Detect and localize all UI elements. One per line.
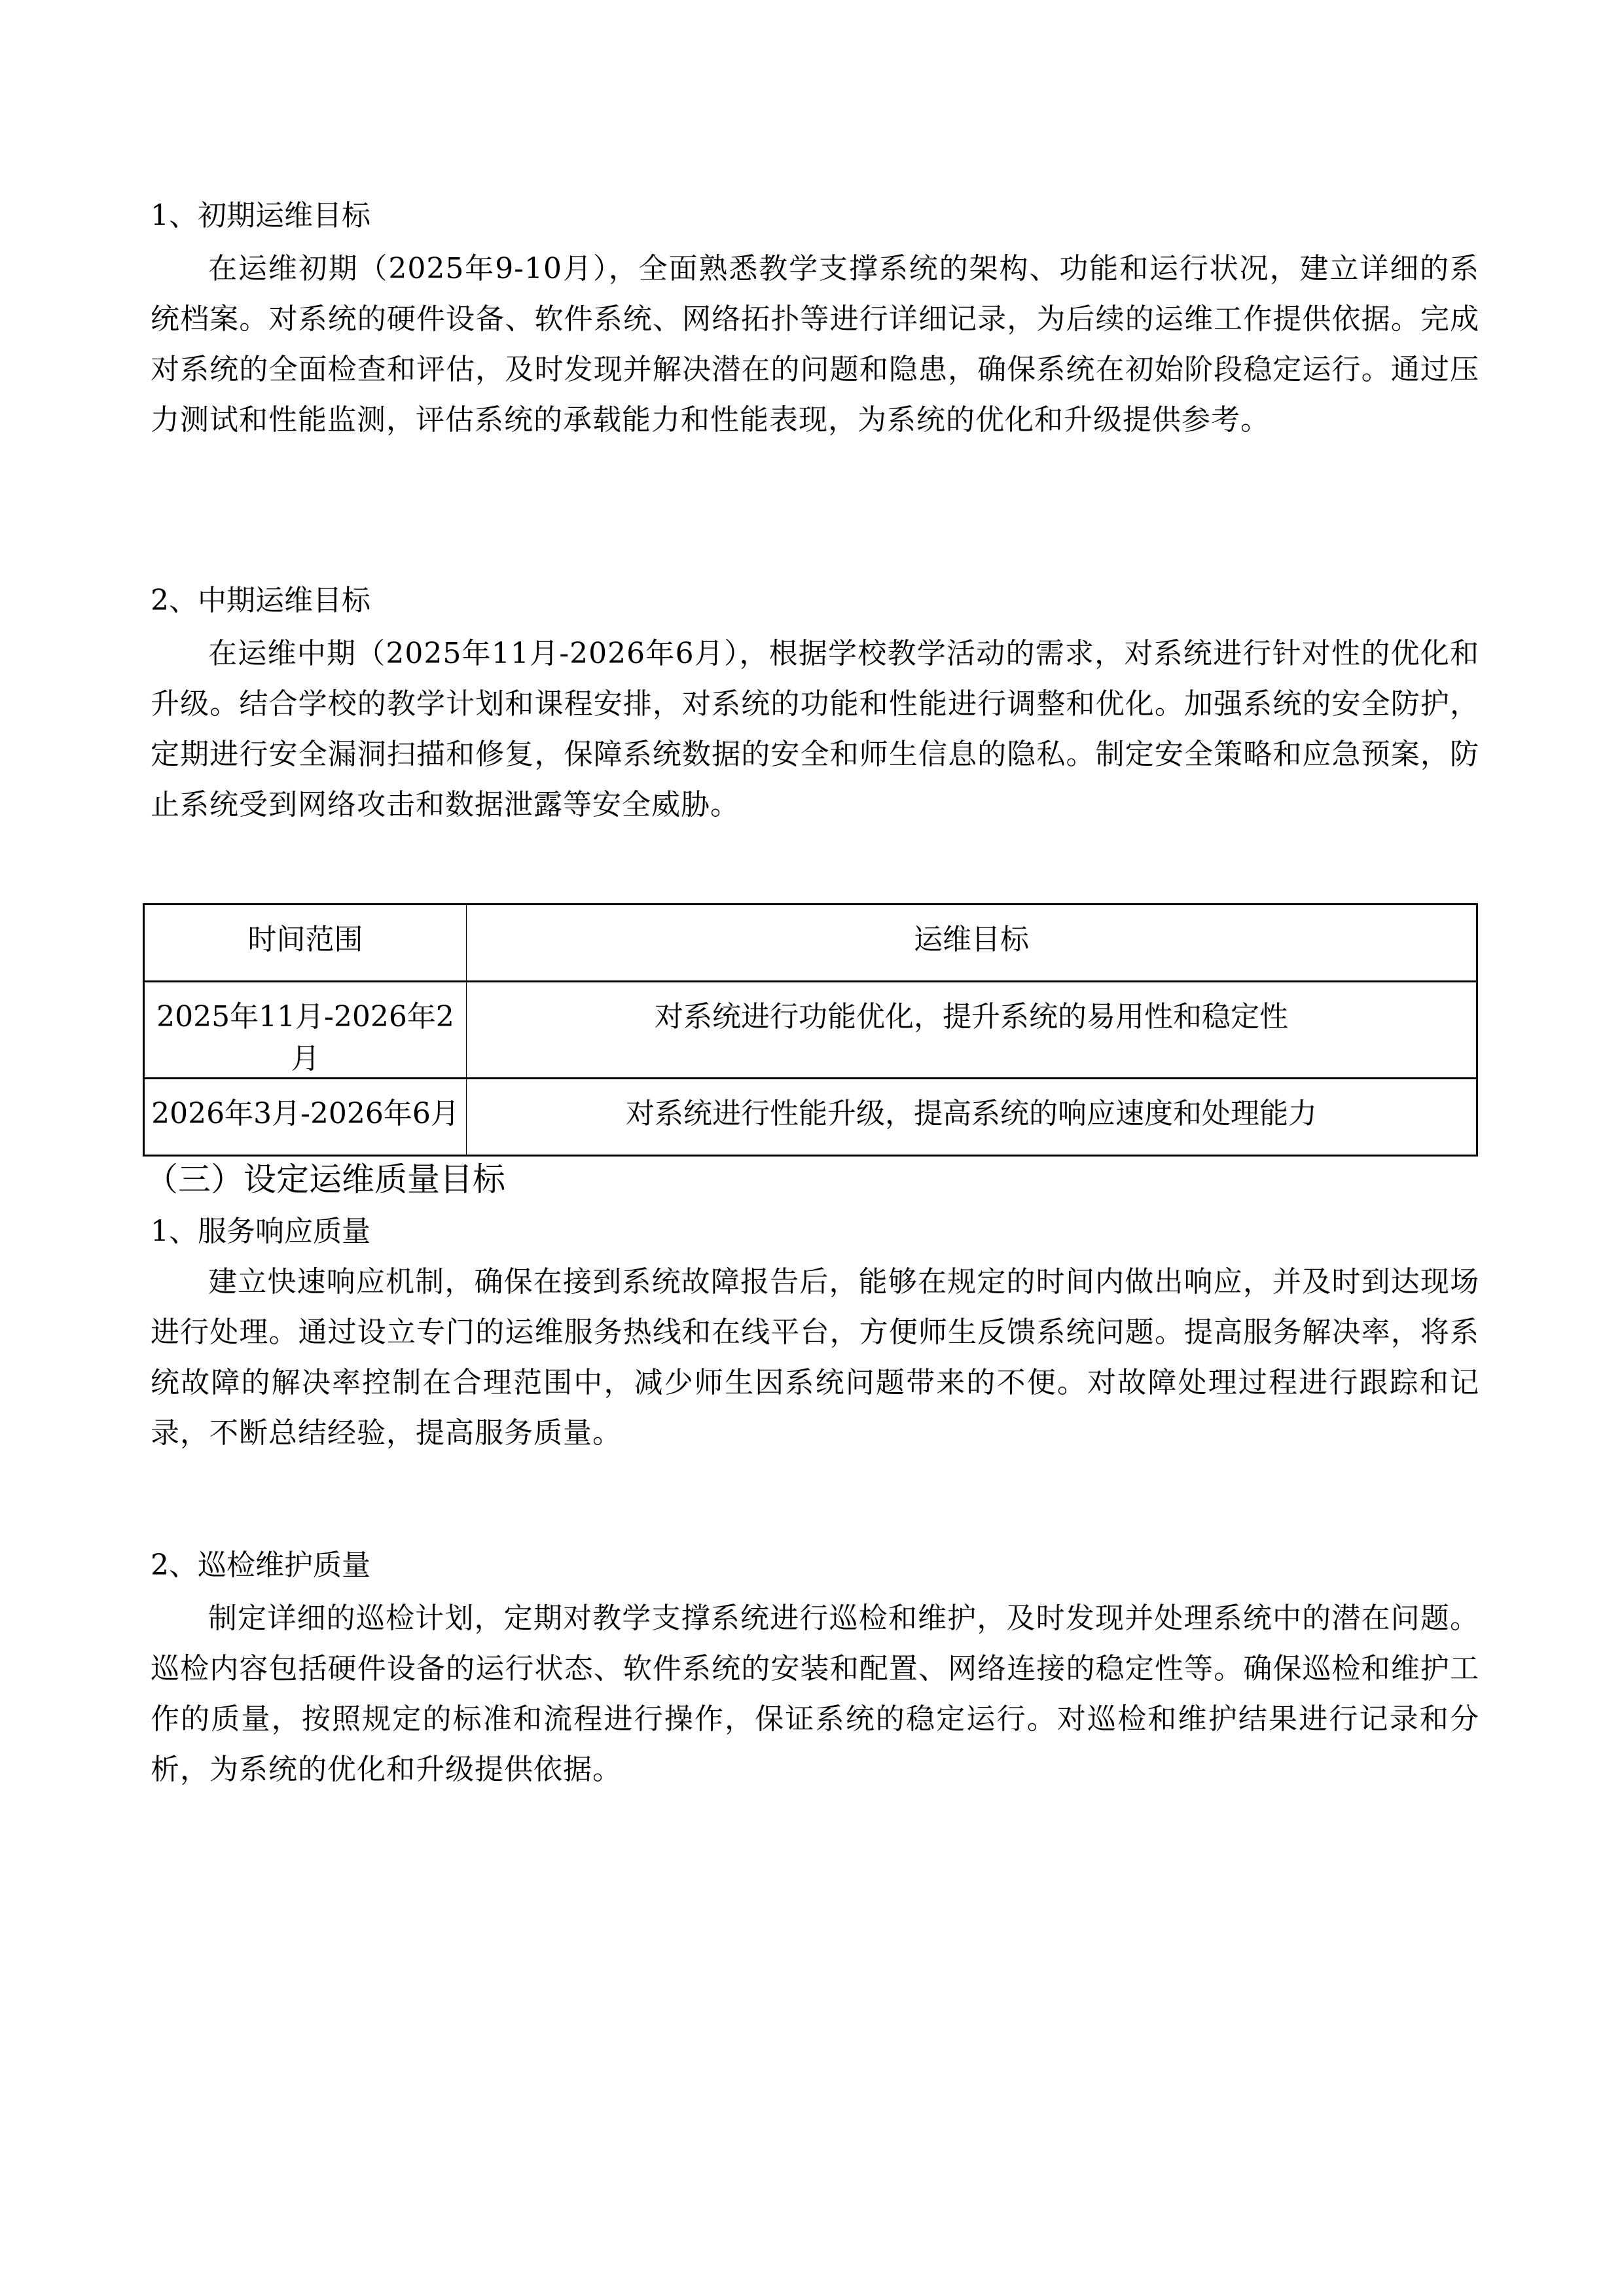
heading-inspection-quality: 2、巡检维护质量 — [151, 1549, 370, 1582]
cell-goal: 对系统进行功能优化，提升系统的易用性和稳定性 — [467, 982, 1477, 1079]
mid-term-goals-table — [143, 903, 1478, 1157]
heading-mid-goals: 2、中期运维目标 — [151, 584, 370, 617]
paragraph-initial-goals: 在运维初期（2025年9-10月），全面熟悉教学支撑系统的架构、功能和运行状况，建立详细的系统档案。对系统的硬件设备、软件系统、网络拓扑等进行详细记录，为后续的运维工作提供依据。完成对系统的全面检查和评估，及时发现并解决潜在的问题和隐患，确保系统在初始阶段稳定运行。通过压力测试和性能监测，评估系统的承载能力和性能表现，为系统的优化和升级提供参考。 — [151, 252, 1479, 437]
paragraph-mid-goals: 在运维中期（2025年11月-2026年6月），根据学校教学活动的需求，对系统进行针对性的优化和升级。结合学校的教学计划和课程安排，对系统的功能和性能进行调整和优化。加强系统的安全防护，定期进行安全漏洞扫描和修复，保障系统数据的安全和师生信息的隐私。制定安全策略和应急预案，防止系统受到网络攻击和数据泄露等安全威胁。 — [151, 637, 1479, 821]
heading-service-response-quality: 1、服务响应质量 — [151, 1215, 370, 1248]
cell-time-range: 2025年11月-2026年2月 — [144, 982, 467, 1079]
column-header-time-range: 时间范围 — [144, 905, 467, 982]
section-heading-quality-goals: （三）设定运维质量目标 — [145, 1160, 505, 1198]
cell-time-range: 2026年3月-2026年6月 — [144, 1079, 467, 1156]
table-row — [144, 1079, 1477, 1156]
cell-goal: 对系统进行性能升级，提高系统的响应速度和处理能力 — [467, 1079, 1477, 1156]
heading-initial-goals: 1、初期运维目标 — [151, 199, 370, 232]
table-row — [144, 982, 1477, 1079]
table-header-row — [144, 905, 1477, 982]
paragraph-inspection-quality: 制定详细的巡检计划，定期对教学支撑系统进行巡检和维护，及时发现并处理系统中的潜在问题。巡检内容包括硬件设备的运行状态、软件系统的安装和配置、网络连接的稳定性等。确保巡检和维护工作的质量，按照规定的标准和流程进行操作，保证系统的稳定运行。对巡检和维护结果进行记录和分析，为系统的优化和升级提供依据。 — [151, 1602, 1479, 1786]
paragraph-service-response-quality: 建立快速响应机制，确保在接到系统故障报告后，能够在规定的时间内做出响应，并及时到达现场进行处理。通过设立专门的运维服务热线和在线平台，方便师生反馈系统问题。提高服务解决率，将系统故障的解决率控制在合理范围中，减少师生因系统问题带来的不便。对故障处理过程进行跟踪和记录，不断总结经验，提高服务质量。 — [151, 1265, 1479, 1450]
column-header-goal: 运维目标 — [467, 905, 1477, 982]
